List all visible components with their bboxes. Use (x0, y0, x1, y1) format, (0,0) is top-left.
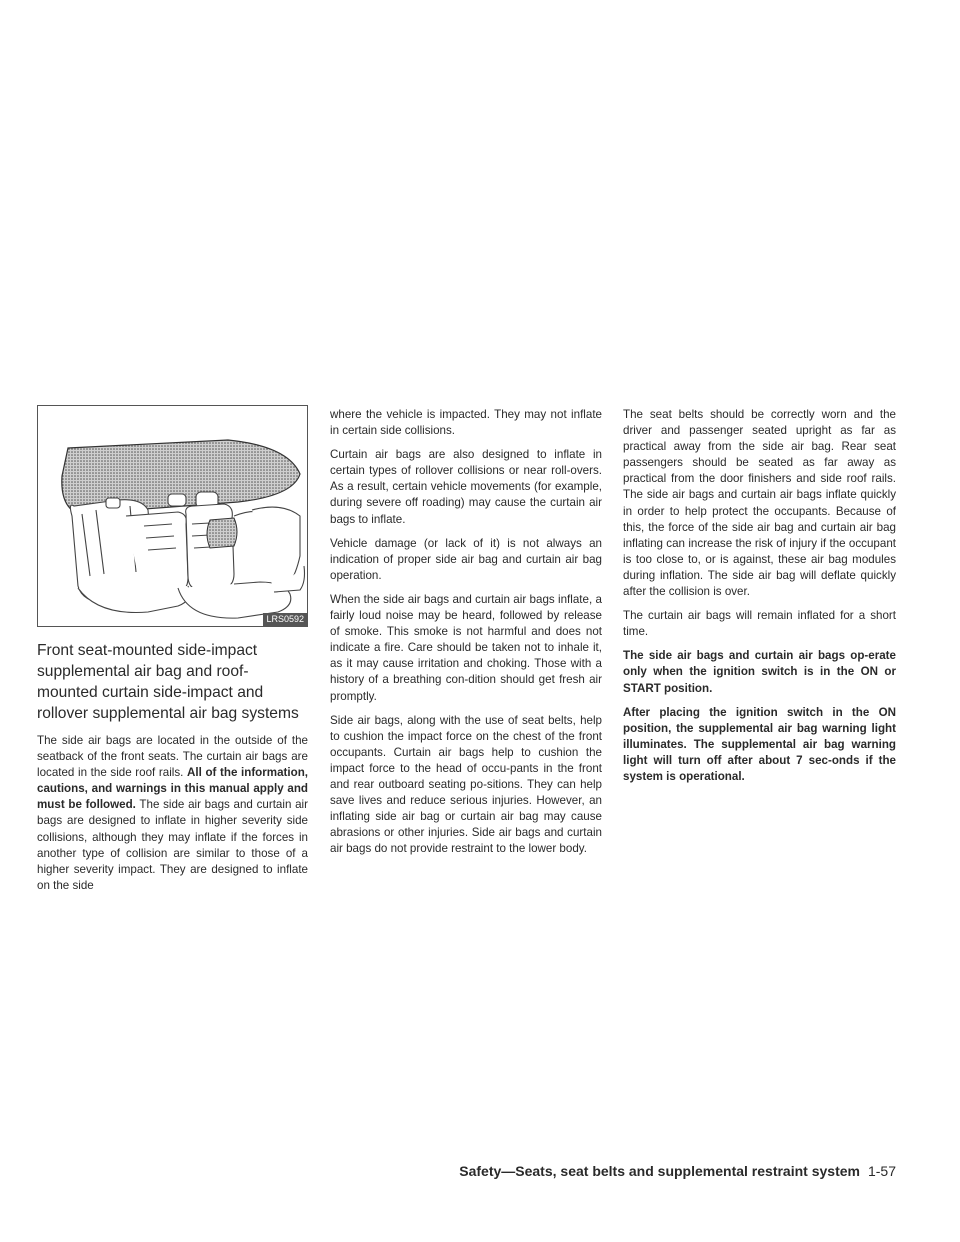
left-column (37, 405, 308, 902)
paragraph (37, 733, 308, 894)
paragraph: where the vehicle is impacted. They may not inflate in certain side collisions. (330, 408, 602, 438)
page-number: 1-57 (867, 1163, 896, 1179)
paragraph: Curtain air bags are also designed to inflate in certain types of rollover collisions or near roll-overs. As a result, certain vehicle movements (for example, during severe off roading) may cause the curtain air bags to inflate. (330, 448, 602, 526)
paragraph: Vehicle damage (or lack of it) is not always an indication of proper side air bag and curtain air bag operation. (330, 536, 602, 582)
right-column (623, 407, 896, 793)
bold-paragraph: After placing the ignition switch in the ON position, the supplemental air bag warning light illuminates. The supplemental air bag warning light will turn off after about 7 sec-onds if the system is operational. (623, 705, 896, 783)
seats-airbag-drawing (38, 406, 307, 626)
paragraph-text: The side air bags are located in the outside of the seatback of the front seats. The curtain air bags are located in the side roof rails. (37, 734, 308, 780)
airbag-illustration (37, 405, 308, 627)
bold-paragraph: The side air bags and curtain air bags op-erate only when the ignition switch is in the ON or START position. (623, 649, 896, 695)
paragraph: When the side air bags and curtain air bags inflate, a fairly loud noise may be heard, followed by release of smoke. This smoke is not harmful and does not indicate a fire. Care should be taken not to inhale it, as it may cause irritation and choking. Those with a history of a breathing con-dition should get fresh air promptly. (330, 592, 602, 703)
section-title: Front seat-mounted side-impact supplemental air bag and roof-mounted curtain side-impact and rollover supplemental air bag systems (37, 642, 299, 722)
paragraph: Side air bags, along with the use of seat belts, help to cushion the impact force on the chest of the front occupants. Curtain air bags help to cushion the impact force to the head of occu-pants in the front and rear outboard seating po-sitions. They can help save lives and reduce serious injuries. However, an inflating side air bag or curtain air bag may cause abrasions or other injuries. Side air bags and curtain air bags do not provide restraint to the lower body. (330, 713, 602, 856)
paragraph: The curtain air bags will remain inflated for a short time. (623, 609, 896, 639)
emphasis-text: All of the information, cautions, and warnings in this manual apply and must be followed. (37, 766, 309, 812)
footer-section-title: Safety—Seats, seat belts and supplemental restraint system (459, 1163, 860, 1179)
figure-code: LRS0592 (263, 613, 307, 626)
middle-column (330, 407, 602, 865)
paragraph: The seat belts should be correctly worn and the driver and passenger seated upright as far as practical away from the side air bag. Rear seat passengers should be seated as far away as practical from the door finishers and side roof rails. The side air bags and curtain air bags inflate quickly in order to help protect the occupants. Because of this, the force of the side air bag and curtain air bag inflating can increase the risk of injury if the occupant is too close to, or is against, these air bag modules during inflation. The side air bag will deflate quickly after the collision is over. (623, 408, 896, 599)
page-footer (459, 1163, 896, 1179)
paragraph-text: The side air bags and curtain air bags are designed to inflate in higher severity side collisions, although they may inflate if the forces in another type of collision are similar to those of a higher severity impact. They are designed to inflate on the side (37, 798, 308, 892)
